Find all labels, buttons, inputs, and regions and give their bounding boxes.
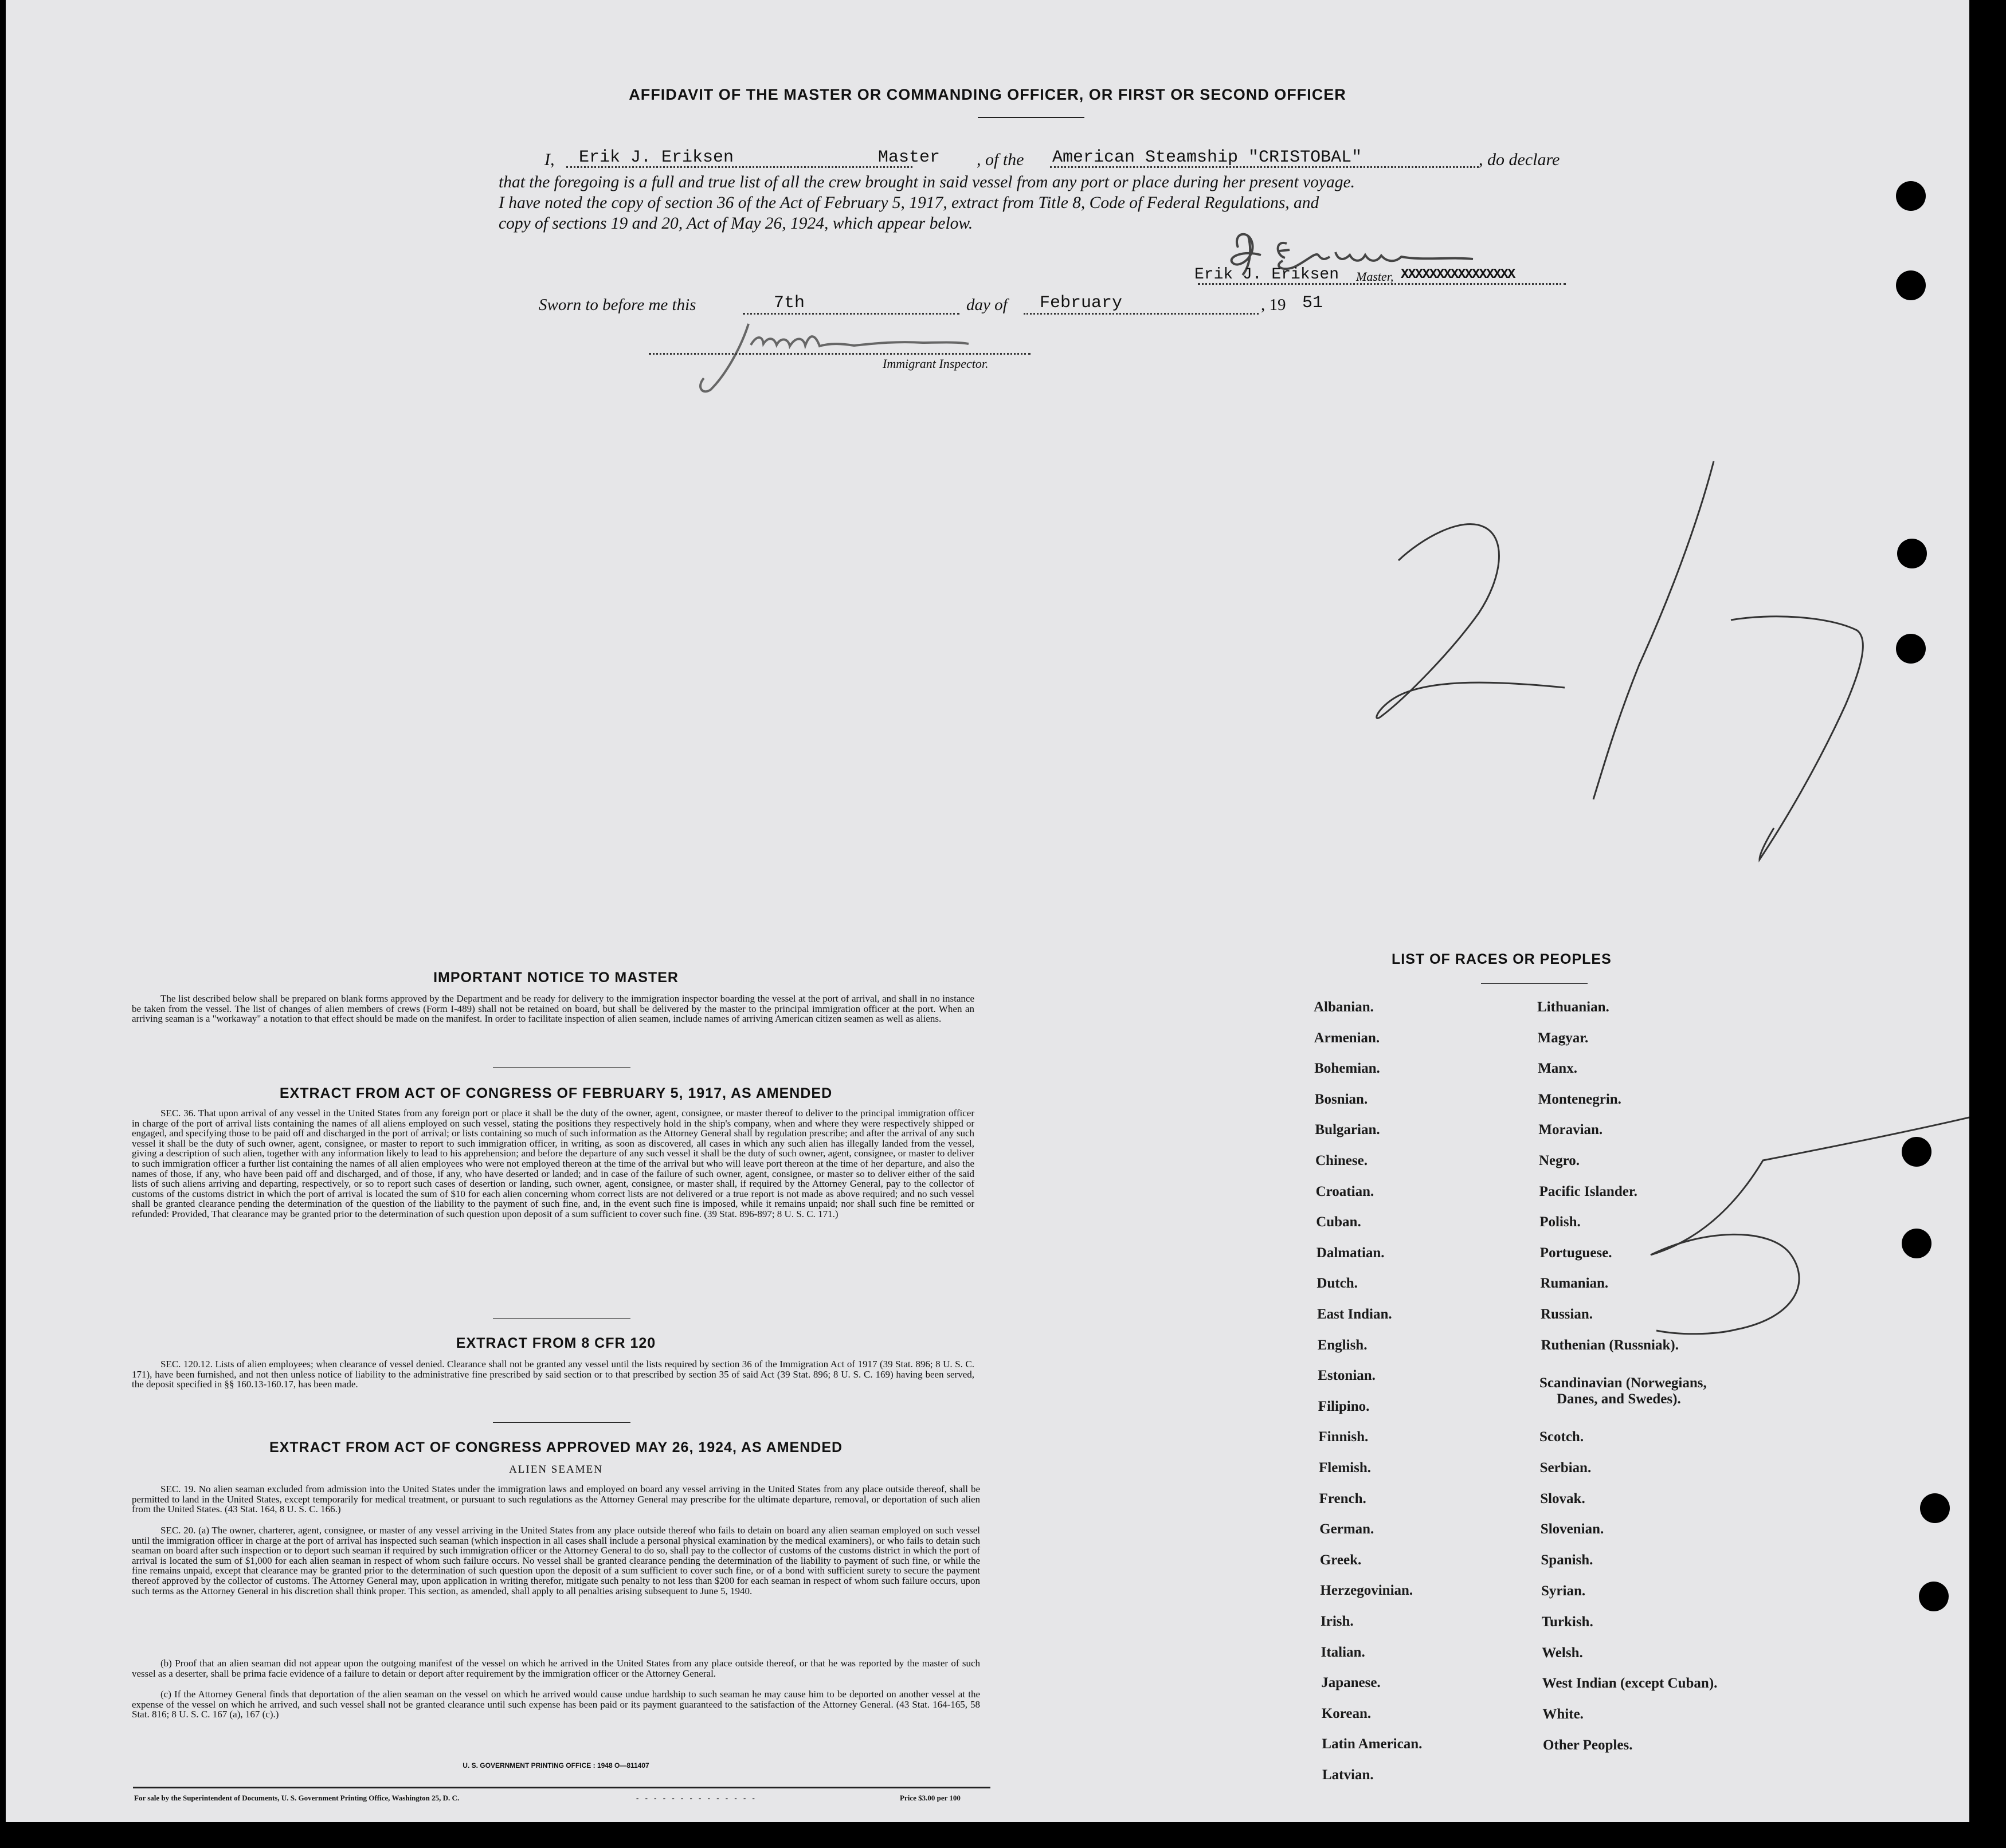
race-item: Spanish.: [1541, 1552, 1593, 1568]
race-item: Ruthenian (Russniak).: [1541, 1337, 1679, 1353]
race-item: Albanian.: [1314, 999, 1374, 1015]
divider: [493, 1422, 630, 1423]
race-item-scandinavian: Scandinavian (Norwegians,: [1539, 1375, 1707, 1391]
divider: [493, 1067, 630, 1068]
race-item: Bosnian.: [1314, 1091, 1368, 1107]
race-item: Irish.: [1321, 1614, 1354, 1629]
extract-1924-subtitle: ALIEN SEAMEN: [509, 1464, 603, 1476]
race-item: Syrian.: [1541, 1583, 1586, 1599]
race-item: German.: [1319, 1521, 1374, 1537]
year-suffix: 51: [1302, 293, 1323, 313]
signature-typed-name: Erik J. Eriksen: [1194, 266, 1339, 284]
race-item: Turkish.: [1541, 1614, 1593, 1630]
race-item: Cuban.: [1316, 1214, 1361, 1230]
race-item: Scotch.: [1539, 1429, 1584, 1445]
race-item: Slovenian.: [1540, 1521, 1604, 1537]
race-item: Serbian.: [1539, 1459, 1592, 1476]
race-item: Herzegovinian.: [1320, 1583, 1413, 1599]
race-item: Croatian.: [1315, 1183, 1374, 1199]
affidavit-title: AFFIDAVIT OF THE MASTER OR COMMANDING OFFICER, OR FIRST OR SECOND OFFICER: [629, 86, 1346, 103]
race-item: White.: [1542, 1706, 1584, 1723]
race-item: Rumanian.: [1540, 1276, 1609, 1292]
i-label: I,: [544, 150, 555, 169]
race-item: West Indian (except Cuban).: [1542, 1676, 1718, 1692]
race-item: French.: [1319, 1490, 1366, 1506]
race-item: Italian.: [1321, 1644, 1365, 1660]
race-item: Bohemian.: [1314, 1061, 1380, 1077]
race-item: Japanese.: [1321, 1675, 1381, 1691]
race-item: Armenian.: [1314, 1030, 1380, 1046]
year-prefix: , 19: [1261, 296, 1286, 314]
race-item: Lithuanian.: [1537, 999, 1609, 1015]
race-item: Other Peoples.: [1543, 1737, 1633, 1753]
race-item-scandinavian-cont: Danes, and Swedes).: [1557, 1391, 1681, 1407]
inspector-label: Immigrant Inspector.: [883, 356, 989, 371]
extract-8cfr-body: SEC. 120.12. Lists of alien employees; when clearance of vessel denied. Clearance shall not be granted any vessel until the lists required by section 36 of the Immigration Act of 1917 (39 Stat. 896; 8 U. S. C. 171), have been furnished, and not then unless notice of liability to the administrative fine prescribed by said section or to that prescribed by section 35 of said Act (39 Stat. 896; 8 U. S. C. 169) having been served, the deposit specified in §§ 160.13-160.17, has been made.: [132, 1359, 977, 1390]
notice-title: IMPORTANT NOTICE TO MASTER: [433, 970, 679, 986]
race-item: Latin American.: [1322, 1736, 1423, 1752]
race-item: Latvian.: [1322, 1767, 1374, 1783]
extract-1924-sec20a: SEC. 20. (a) The owner, charterer, agent, consignee, or master of any vessel arriving in the United States from any place outside thereof who fails to detain on board any alien seaman employed on such vessel until the immigration officer in charge at the port of arrival has inspected such seaman (which inspection in all cases shall include a personal physical examination by the medical examiners), or who fails to detain such seaman on board after such inspection or to deport such seaman if required by such immigration officer or the Attorney General to do so, shall pay to the collector of customs of the customs district in which the port of arrival is located the sum of $1,000 for each alien seaman in respect of whom such failure occurs. No vessel shall be granted clearance pending the determination of the liability to payment of such fine, or while the fine remains unpaid, except that clearance may be granted prior to the determination of such question upon the deposit of a sum sufficient to cover such fine, or of a bond with sufficient surety to secure the payment thereof approved by the collector of customs. The Attorney General may, upon application in writing therefor, mitigate such penalty to not less than $200 for each seaman in respect of whom such failure occurs, upon such terms as the Attorney General in his discretion shall think proper. This section, as amended, shall apply to all penalties arising subsequent to June 5, 1940.: [132, 1525, 983, 1596]
footer-sale: For sale by the Superintendent of Documents, U. S. Government Printing Office, Washington 25, D. C.: [134, 1794, 460, 1802]
races-title: LIST OF RACES OR PEOPLES: [1392, 951, 1612, 967]
master-name: Erik J. Eriksen: [579, 148, 734, 167]
footer-price: Price $3.00 per 100: [900, 1794, 961, 1802]
race-item: Polish.: [1539, 1214, 1581, 1230]
sworn-day: 7th: [774, 293, 805, 313]
struck-title: XXXXXXXXXXXXXXXX: [1401, 267, 1515, 283]
race-item: Dalmatian.: [1316, 1245, 1385, 1261]
extract-1924-sec20c: (c) If the Attorney General finds that deportation of the alien seaman on the vessel on which he arrived would cause undue hardship to such seaman he may cause him to be deported on another vessel at the expense of the vessel on which he arrived, and such vessel shall not be granted clearance until such expense has been paid or its payment guaranteed to the satisfaction of the Attorney General. (43 Stat. 164-165, 58 Stat. 816; 8 U. S. C. 167 (a), 167 (c).): [132, 1689, 983, 1720]
master-label: Master,: [1356, 269, 1394, 284]
race-item: Bulgarian.: [1315, 1122, 1380, 1138]
day-of-label: day of: [966, 296, 1008, 314]
document-page: [6, 0, 1969, 1822]
race-item: Slovak.: [1540, 1490, 1585, 1506]
race-item: Welsh.: [1542, 1645, 1583, 1661]
declaration-line-3: I have noted the copy of section 36 of the Act of February 5, 1917, extract from Title 8, Code of Federal Regulations, and: [499, 194, 1319, 212]
extract-1924-sec20b: (b) Proof that an alien seaman did not appear upon the outgoing manifest of the vessel on which he arrived in the United States from any place outside thereof, or that he was reported by the master of such vessel as a deserter, shall be prima facie evidence of a failure to detain or deport after requirement by the immigration officer or the Attorney General.: [132, 1658, 983, 1679]
race-item: Portuguese.: [1539, 1245, 1612, 1261]
race-item: Finnish.: [1318, 1429, 1369, 1445]
vessel-name: American Steamship "CRISTOBAL": [1052, 148, 1362, 167]
sworn-month: February: [1040, 293, 1123, 313]
declaration-line-4: copy of sections 19 and 20, Act of May 26, 1924, which appear below.: [499, 214, 973, 233]
extract-1917-body: SEC. 36. That upon arrival of any vessel in the United States from any foreign port or place it shall be the duty of the owner, agent, consignee, or master thereof to deliver to the principal immigration officer in charge of the port of arrival lists containing the names of all aliens employed on such vessel, stating the positions they respectively hold in the ship's company, when and where they were respectively shipped or engaged, and specifying those to be paid off and discharged in the port of arrival; or lists containing so much of such information as the Attorney General shall by regulation prescribe; and after the arrival of any such vessel it shall be the duty of such owner, agent, consignee, or master to report to such immigration officer, in writing, as soon as discovered, all cases in which any such alien has illegally landed from the vessel, giving a description of such alien, together with any information likely to lead to his apprehension; and before the departure of any such vessel it shall be the duty of such owner, agent, consignee, or master to deliver to such immigration officer a further list containing the names of all alien employees who were not employed thereon at the time of the arrival but who will leave port thereon at the time of her departure, and also the names of those, if any, who have been paid off and discharged, and of those, if any, who have deserted or landed; and in case of the failure of such owner, agent, consignee, or master so to deliver either of the said lists of such aliens arriving and departing, respectively, or so to report such cases of desertion or landing, such owner, agent, consignee, or master shall, if required by the Attorney General, pay to the collector of customs of the customs district in which the port of arrival is located the sum of $10 for each alien concerning whom correct lists are not delivered or a true report is not made as above required; and no such vessel shall be granted clearance pending the determination of the question of the liability to the payment of such fine, and, in the event such fine is imposed, while it remains unpaid; nor shall such fine be remitted or refunded: Provided, That clearance may be granted prior to the determination of such question upon deposit of a sum sufficient to cover such fine. (39 Stat. 896-897; 8 U. S. C. 171.): [132, 1108, 977, 1219]
race-item: Negro.: [1539, 1153, 1580, 1168]
race-item: Greek.: [1319, 1552, 1362, 1568]
footer-dashes: - - - - - - - - - - - - - -: [636, 1794, 757, 1802]
do-declare-label: , do declare: [1479, 150, 1560, 169]
notice-body: The list described below shall be prepared on blank forms approved by the Department and be ready for delivery to the immigration inspector boarding the vessel at the port of arrival, and shall in no instance be taken from the vessel. The list of changes of alien members of crews (Form I-489) shall not be retained on board, but shall be delivered by the master to the principal immigration officer at the port. When an arriving seaman is a "workaway" a notation to that effect should be made on the manifest. In order to facilitate inspection of alien seamen, include names of arriving American citizen seamen as well as aliens.: [132, 993, 977, 1025]
race-item: Pacific Islander.: [1539, 1183, 1637, 1199]
race-item: Filipino.: [1318, 1398, 1370, 1414]
extract-1924-sec19: SEC. 19. No alien seaman excluded from admission into the United States under the immigration laws and employed on board any vessel arriving in the United States from any place outside thereof, shall be permitted to land in the United States, except temporarily for medical treatment, or pursuant to such regulations as the Attorney General may prescribe for the ultimate departure, removal, or deportation of such alien from the United States. (43 Stat. 164, 8 U. S. C. 166.): [132, 1484, 983, 1515]
race-item: Chinese.: [1315, 1153, 1368, 1168]
gpo-line: U. S. GOVERNMENT PRINTING OFFICE : 1948 O—811407: [463, 1761, 649, 1769]
of-the-label: , of the: [977, 150, 1024, 169]
race-item: East Indian.: [1317, 1306, 1392, 1322]
sworn-label: Sworn to before me this: [539, 296, 696, 314]
extract-1924-title: EXTRACT FROM ACT OF CONGRESS APPROVED MAY 26, 1924, AS AMENDED: [269, 1439, 843, 1455]
race-item: Korean.: [1321, 1705, 1372, 1721]
declaration-line-2: that the foregoing is a full and true list of all the crew brought in said vessel from any port or place during her present voyage.: [499, 173, 1355, 191]
race-item: Flemish.: [1319, 1460, 1371, 1476]
race-item: English.: [1317, 1337, 1368, 1353]
race-item: Russian.: [1541, 1306, 1593, 1322]
extract-8cfr-title: EXTRACT FROM 8 CFR 120: [456, 1335, 656, 1351]
race-item: Manx.: [1538, 1061, 1577, 1077]
races-title-rule: [1481, 983, 1588, 984]
race-item: Montenegrin.: [1538, 1091, 1621, 1107]
race-item: Dutch.: [1317, 1276, 1358, 1292]
rank: Master: [878, 148, 941, 167]
race-item: Magyar.: [1537, 1030, 1589, 1046]
divider: [493, 1318, 630, 1319]
footer-rule: [133, 1787, 990, 1788]
extract-1917-title: EXTRACT FROM ACT OF CONGRESS OF FEBRUARY 5, 1917, AS AMENDED: [279, 1085, 833, 1101]
race-item: Moravian.: [1538, 1122, 1603, 1138]
race-item: Estonian.: [1318, 1368, 1376, 1384]
